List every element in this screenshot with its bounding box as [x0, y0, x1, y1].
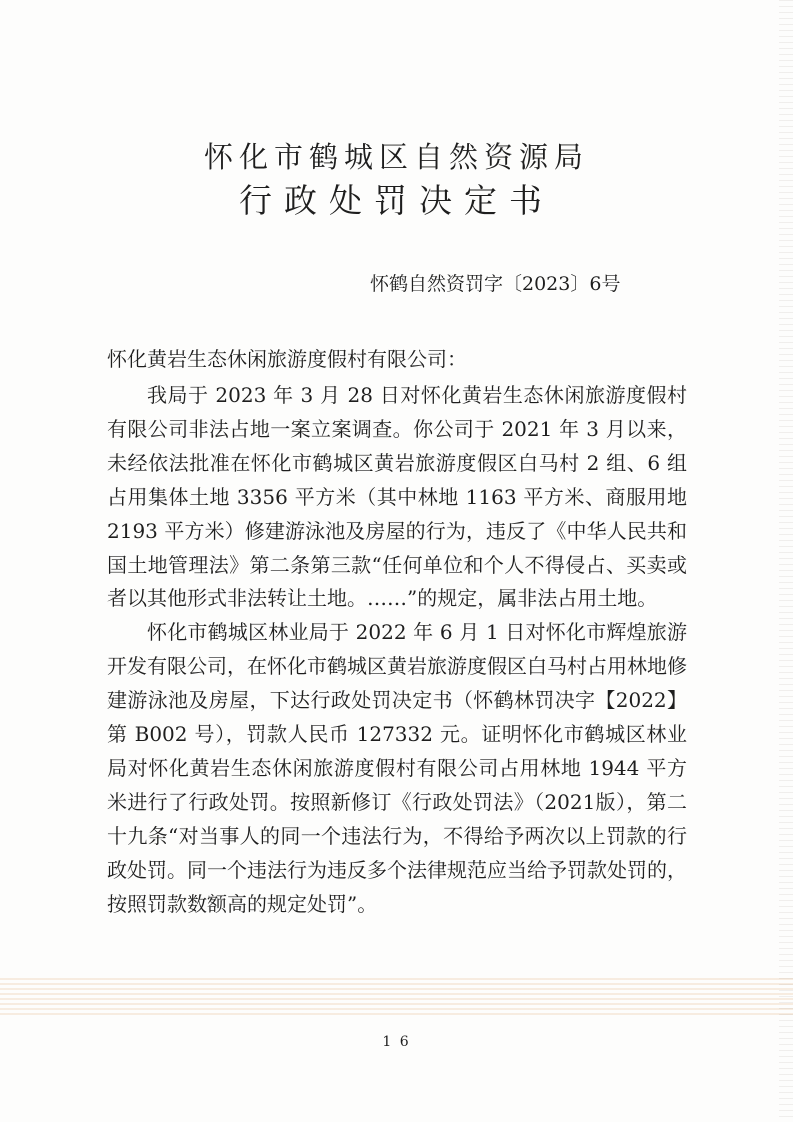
document-number: 怀鹤自然资罚字〔2023〕6号	[370, 273, 621, 295]
document-type-title: 行政处罚决定书	[239, 181, 554, 220]
document-body	[107, 379, 687, 922]
paragraph-prior-penalty: 怀化市鹤城区林业局于 2022 年 6 月 1 日对怀化市辉煌旅游开发有限公司，在怀化市鹤城区黄岩旅游度假区白马村占用林地修建游泳池及房屋，下达行政处罚决定书（怀鹤林罚决字【2022】第 B002 号），罚款人民币 127332 元。证明怀化市鹤城区林业局对怀化黄岩生态休闲旅游度假村有限公司占用林地 1944 平方米进行了行政处罚。按照新修订《行政处罚法》（2021版），第二十九条“对当事人的同一个违法行为，不得给予两次以上罚款的行政处罚。同一个违法行为违反多个法律规范应当给予罚款处罚的，按照罚款数额高的规定处罚”。	[107, 620, 687, 916]
paragraph-case-facts: 我局于 2023 年 3 月 28 日对怀化黄岩生态休闲旅游度假村有限公司非法占地一案立案调查。你公司于 2021 年 3 月以来，未经依法批准在怀化市鹤城区黄岩旅游度假区白马村 2 组、6 组占用集体土地 3356 平方米（其中林地 1163 平方米、商服用地 2193 平方米）修建游泳池及房屋的行为，违反了《中华人民共和国土地管理法》第二条第三款“任何单位和个人不得侵占、买卖或者以其他形式非法转让土地。……”的规定，属非法占用土地。	[107, 383, 687, 611]
agency-title: 怀化市鹤城区自然资源局	[203, 140, 589, 174]
scan-stripe-band	[0, 978, 793, 1018]
page-number: 1 6	[382, 1034, 411, 1050]
scan-right-edge	[779, 0, 793, 1122]
addressee: 怀化黄岩生态休闲旅游度假村有限公司：	[107, 347, 467, 371]
